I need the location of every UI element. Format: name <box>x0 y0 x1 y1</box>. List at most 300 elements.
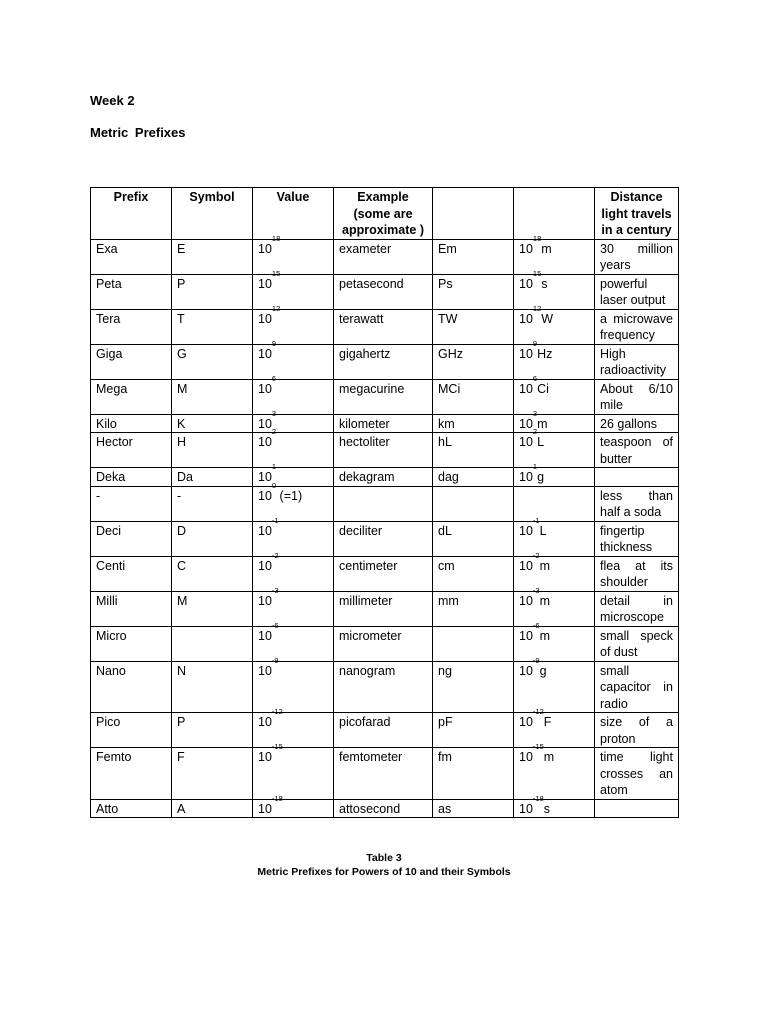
cell-power <box>514 655 595 713</box>
example-text: centimeter <box>339 558 398 573</box>
cell-power <box>514 268 595 309</box>
power-unit: m <box>539 558 550 573</box>
power-base: 10 <box>519 801 533 816</box>
power-exponent: -2 <box>532 550 540 560</box>
cell-power <box>514 408 595 433</box>
header-col-5 <box>433 188 514 240</box>
cell-example <box>334 309 433 344</box>
cell-value <box>253 480 334 521</box>
symbol-text: T <box>177 311 185 326</box>
cell-symbol <box>172 521 253 556</box>
description-text: less than half a soda <box>600 488 673 519</box>
value-exponent: -6 <box>271 620 279 630</box>
example-text: picofarad <box>339 715 391 729</box>
cell-prefix <box>91 661 172 713</box>
power-unit: Hz <box>537 346 553 361</box>
header-value: Value <box>253 188 334 240</box>
description-text: About 6/10 mile <box>600 381 673 412</box>
cell-abbr <box>433 713 514 748</box>
cell-prefix <box>91 468 172 487</box>
cell-description <box>595 433 679 468</box>
value-base: 10 <box>258 750 272 764</box>
table-row <box>91 626 679 661</box>
cell-value <box>253 585 334 626</box>
cell-symbol <box>172 468 253 487</box>
symbol-text: F <box>177 750 185 764</box>
table-row <box>91 309 679 344</box>
cell-description <box>595 379 679 414</box>
value-base: 10 <box>258 593 272 608</box>
value-base: 10 <box>258 488 272 503</box>
cell-prefix <box>91 344 172 379</box>
value-suffix: (=1) <box>276 488 303 503</box>
cell-description <box>595 521 679 556</box>
description-text: fingertip thickness <box>600 523 653 554</box>
value-base: 10 <box>258 311 272 326</box>
cell-power <box>514 427 595 468</box>
power-base: 10 <box>519 628 533 643</box>
power-base: 10 <box>519 381 533 396</box>
cell-power <box>514 233 595 274</box>
table-row <box>91 239 679 274</box>
cell-prefix <box>91 521 172 556</box>
power-exponent: 15 <box>532 268 542 278</box>
prefix-text: Giga <box>96 346 123 361</box>
cell-example <box>334 486 433 521</box>
cell-prefix <box>91 486 172 521</box>
table-row <box>91 486 679 521</box>
cell-value <box>253 268 334 309</box>
cell-value <box>253 303 334 344</box>
power-unit: g <box>539 663 547 678</box>
value-exponent: 6 <box>271 373 277 383</box>
power-unit: L <box>537 435 545 449</box>
cell-value <box>253 233 334 274</box>
power-exponent: -9 <box>532 655 540 665</box>
week-label: Week 2 <box>90 93 135 108</box>
cell-description <box>595 274 679 309</box>
cell-value <box>253 515 334 556</box>
example-text: terawatt <box>339 311 384 326</box>
table-row <box>91 379 679 414</box>
description-text: 26 gallons <box>600 416 657 431</box>
cell-example <box>334 414 433 433</box>
cell-description <box>595 468 679 487</box>
power-unit: W <box>541 311 554 326</box>
description-text: High radioactivity <box>600 346 666 377</box>
cell-power <box>514 585 595 626</box>
description-text: powerful laser output <box>600 276 666 307</box>
cell-value <box>253 427 334 468</box>
example-text: gigahertz <box>339 346 391 361</box>
cell-power <box>514 338 595 379</box>
cell-example <box>334 344 433 379</box>
prefix-text: Mega <box>96 381 128 396</box>
value-exponent: -12 <box>271 707 283 716</box>
abbr-text: mm <box>438 593 459 608</box>
value-exponent: 2 <box>271 427 277 436</box>
symbol-text: P <box>177 276 186 291</box>
cell-value <box>253 707 334 748</box>
value-base: 10 <box>258 523 272 538</box>
header-example: Example (some are approximate ) <box>334 188 433 240</box>
power-base: 10 <box>519 416 533 431</box>
example-text: hectoliter <box>339 435 390 449</box>
value-base: 10 <box>258 663 272 678</box>
power-exponent: 6 <box>532 373 538 383</box>
abbr-text: km <box>438 416 455 431</box>
table-row <box>91 414 679 433</box>
example-text: micrometer <box>339 628 402 643</box>
cell-symbol <box>172 799 253 818</box>
cell-value <box>253 462 334 487</box>
power-exponent: 3 <box>532 408 538 418</box>
symbol-text: E <box>177 241 186 256</box>
cell-abbr <box>433 309 514 344</box>
power-exponent: -15 <box>532 742 544 751</box>
cell-description <box>595 713 679 748</box>
cell-example <box>334 748 433 800</box>
cell-symbol <box>172 433 253 468</box>
cell-prefix <box>91 239 172 274</box>
example-text: deciliter <box>339 523 383 538</box>
power-exponent: -12 <box>532 707 544 716</box>
table-header-row <box>91 188 679 240</box>
cell-symbol <box>172 344 253 379</box>
cell-example <box>334 274 433 309</box>
cell-example <box>334 379 433 414</box>
cell-description <box>595 799 679 818</box>
cell-value <box>253 742 334 800</box>
example-text: millimeter <box>339 593 393 608</box>
cell-value <box>253 793 334 818</box>
cell-power <box>514 550 595 591</box>
power-base: 10 <box>519 276 533 291</box>
symbol-text: M <box>177 381 188 396</box>
prefix-text: Deci <box>96 523 122 538</box>
description-text: a microwave frequency <box>600 311 673 342</box>
cell-power <box>514 793 595 818</box>
cell-power <box>514 373 595 414</box>
cell-abbr <box>433 521 514 556</box>
cell-abbr <box>433 486 514 521</box>
value-base: 10 <box>258 346 272 361</box>
cell-description <box>595 414 679 433</box>
cell-abbr <box>433 799 514 818</box>
abbr-text: fm <box>438 750 452 764</box>
power-base: 10 <box>519 593 533 608</box>
table-row <box>91 521 679 556</box>
cell-prefix <box>91 591 172 626</box>
power-base: 10 <box>519 663 533 678</box>
symbol-text: Da <box>177 470 193 484</box>
cell-power <box>514 707 595 748</box>
power-unit: m <box>539 593 550 608</box>
cell-description <box>595 556 679 591</box>
value-base: 10 <box>258 276 272 291</box>
value-exponent: 9 <box>271 338 277 348</box>
table-row <box>91 713 679 748</box>
abbr-text: MCi <box>438 381 461 396</box>
power-base: 10 <box>519 311 533 326</box>
cell-example <box>334 521 433 556</box>
cell-abbr <box>433 239 514 274</box>
power-unit: F <box>543 715 552 729</box>
cell-symbol <box>172 713 253 748</box>
power-base: 10 <box>519 750 533 764</box>
example-text: attosecond <box>339 801 401 816</box>
value-exponent: 12 <box>271 303 281 313</box>
cell-description <box>595 486 679 521</box>
example-text: megacurine <box>339 381 405 396</box>
power-base: 10 <box>519 435 533 449</box>
power-unit: m <box>537 416 548 431</box>
description-text: 30 million years <box>600 241 673 272</box>
cell-prefix <box>91 379 172 414</box>
cell-prefix <box>91 556 172 591</box>
value-base: 10 <box>258 241 272 256</box>
cell-abbr <box>433 556 514 591</box>
description-text: detail in microscope <box>600 593 673 624</box>
prefix-text: Kilo <box>96 416 117 431</box>
power-base: 10 <box>519 241 533 256</box>
cell-example <box>334 799 433 818</box>
power-unit: m <box>541 241 552 256</box>
abbr-text: GHz <box>438 346 463 361</box>
symbol-text: P <box>177 715 186 729</box>
abbr-text: ng <box>438 663 452 678</box>
example-text: kilometer <box>339 416 390 431</box>
power-unit: L <box>539 523 547 538</box>
cell-symbol <box>172 239 253 274</box>
cell-symbol <box>172 748 253 800</box>
cell-example <box>334 556 433 591</box>
cell-prefix <box>91 309 172 344</box>
description-text: time light crosses an atom <box>600 750 673 797</box>
value-base: 10 <box>258 801 272 816</box>
symbol-text: N <box>177 663 187 678</box>
cell-prefix <box>91 713 172 748</box>
value-exponent: -18 <box>271 793 283 803</box>
description-text: small capacitor in radio <box>600 663 673 711</box>
value-exponent: -3 <box>271 585 279 595</box>
value-exponent: 3 <box>271 408 277 418</box>
table-row <box>91 433 679 468</box>
value-exponent: -9 <box>271 655 279 665</box>
cell-example <box>334 591 433 626</box>
abbr-text: dL <box>438 523 452 538</box>
prefix-text: Deka <box>96 470 126 484</box>
cell-symbol <box>172 309 253 344</box>
cell-value <box>253 373 334 414</box>
symbol-text: A <box>177 801 186 816</box>
abbr-text: Ps <box>438 276 453 291</box>
power-exponent: -6 <box>532 620 540 630</box>
cell-abbr <box>433 748 514 800</box>
cell-description <box>595 626 679 661</box>
value-exponent: -1 <box>271 515 279 525</box>
table-row <box>91 274 679 309</box>
cell-power <box>514 620 595 661</box>
header-prefix: Prefix <box>91 188 172 240</box>
cell-description <box>595 661 679 713</box>
value-exponent: 15 <box>271 268 281 278</box>
abbr-text: TW <box>438 311 458 326</box>
example-text: exameter <box>339 241 392 256</box>
power-base: 10 <box>519 470 533 484</box>
value-base: 10 <box>258 416 272 431</box>
cell-description <box>595 309 679 344</box>
description-text: small speck of dust <box>600 628 673 659</box>
cell-abbr <box>433 379 514 414</box>
power-exponent: -1 <box>532 515 540 525</box>
cell-example <box>334 468 433 487</box>
table-row <box>91 591 679 626</box>
value-base: 10 <box>258 470 272 484</box>
power-exponent: 12 <box>532 303 542 313</box>
value-exponent: 18 <box>271 233 281 243</box>
cell-example <box>334 661 433 713</box>
prefix-text: Pico <box>96 715 121 729</box>
cell-prefix <box>91 799 172 818</box>
cell-prefix <box>91 748 172 800</box>
example-text: femtometer <box>339 750 403 764</box>
prefix-text: Nano <box>96 663 126 678</box>
cell-example <box>334 239 433 274</box>
cell-abbr <box>433 433 514 468</box>
cell-symbol <box>172 591 253 626</box>
power-base: 10 <box>519 346 533 361</box>
power-base: 10 <box>519 715 533 729</box>
table-row <box>91 799 679 818</box>
cell-abbr <box>433 626 514 661</box>
table-caption-label: Table 3 <box>366 852 402 864</box>
header-col-6 <box>514 188 595 240</box>
cell-value <box>253 620 334 661</box>
prefix-text: Milli <box>96 593 118 608</box>
cell-description <box>595 748 679 800</box>
power-base: 10 <box>519 523 533 538</box>
cell-example <box>334 626 433 661</box>
table-row <box>91 556 679 591</box>
prefix-text: Centi <box>96 558 126 573</box>
value-base: 10 <box>258 381 272 396</box>
cell-value <box>253 408 334 433</box>
cell-symbol <box>172 626 253 661</box>
description-text: flea at its shoulder <box>600 558 673 589</box>
symbol-text: H <box>177 435 187 449</box>
cell-abbr <box>433 414 514 433</box>
value-base: 10 <box>258 715 272 729</box>
power-unit: s <box>541 276 548 291</box>
header-symbol: Symbol <box>172 188 253 240</box>
symbol-text: C <box>177 558 187 573</box>
symbol-text: - <box>177 488 182 503</box>
cell-prefix <box>91 274 172 309</box>
prefix-text: Tera <box>96 311 121 326</box>
header-distance: Distance light travels in a century <box>595 188 679 240</box>
abbr-text: hL <box>438 435 452 449</box>
prefix-text: Femto <box>96 750 132 764</box>
cell-description <box>595 239 679 274</box>
power-exponent: -18 <box>532 793 544 803</box>
symbol-text: M <box>177 593 188 608</box>
cell-power <box>514 515 595 556</box>
power-exponent: 18 <box>532 233 542 243</box>
power-exponent: -3 <box>532 585 540 595</box>
example-text: dekagram <box>339 470 395 484</box>
value-exponent: -15 <box>271 742 283 751</box>
cell-abbr <box>433 274 514 309</box>
cell-symbol <box>172 661 253 713</box>
cell-description <box>595 591 679 626</box>
cell-prefix <box>91 626 172 661</box>
cell-power <box>514 303 595 344</box>
prefix-text: - <box>96 488 101 503</box>
cell-power <box>514 742 595 800</box>
power-base: 10 <box>519 558 533 573</box>
cell-symbol <box>172 486 253 521</box>
metric-prefixes-table <box>90 187 679 818</box>
cell-example <box>334 713 433 748</box>
page-title: Metric Prefixes <box>90 125 186 140</box>
power-exponent: 9 <box>532 338 538 348</box>
prefix-text: Hector <box>96 435 133 449</box>
cell-abbr <box>433 344 514 379</box>
abbr-text: pF <box>438 715 453 729</box>
example-text: nanogram <box>339 663 396 678</box>
value-base: 10 <box>258 435 272 449</box>
value-exponent: 1 <box>271 462 277 471</box>
prefix-text: Micro <box>96 628 127 643</box>
table-row <box>91 344 679 379</box>
cell-abbr <box>433 591 514 626</box>
cell-value <box>253 338 334 379</box>
power-exponent: 1 <box>532 462 538 471</box>
cell-power <box>514 462 595 487</box>
cell-example <box>334 433 433 468</box>
power-exponent: 2 <box>532 427 538 436</box>
cell-symbol <box>172 556 253 591</box>
power-unit: m <box>543 750 555 764</box>
power-unit: Ci <box>537 381 549 396</box>
power-unit: m <box>539 628 550 643</box>
abbr-text: dag <box>438 470 459 484</box>
value-base: 10 <box>258 628 272 643</box>
value-exponent: 0 <box>271 480 277 490</box>
cell-value <box>253 550 334 591</box>
prefix-text: Atto <box>96 801 119 816</box>
value-base: 10 <box>258 558 272 573</box>
cell-description <box>595 344 679 379</box>
symbol-text: D <box>177 523 187 538</box>
table-row <box>91 661 679 713</box>
power-unit: s <box>543 801 550 816</box>
example-text: petasecond <box>339 276 404 291</box>
cell-symbol <box>172 414 253 433</box>
value-exponent: -2 <box>271 550 279 560</box>
cell-symbol <box>172 379 253 414</box>
symbol-text: K <box>177 416 186 431</box>
cell-symbol <box>172 274 253 309</box>
abbr-text: Em <box>438 241 457 256</box>
table-row <box>91 748 679 800</box>
cell-prefix <box>91 433 172 468</box>
cell-prefix <box>91 414 172 433</box>
cell-power <box>514 486 595 521</box>
cell-abbr <box>433 468 514 487</box>
cell-abbr <box>433 661 514 713</box>
